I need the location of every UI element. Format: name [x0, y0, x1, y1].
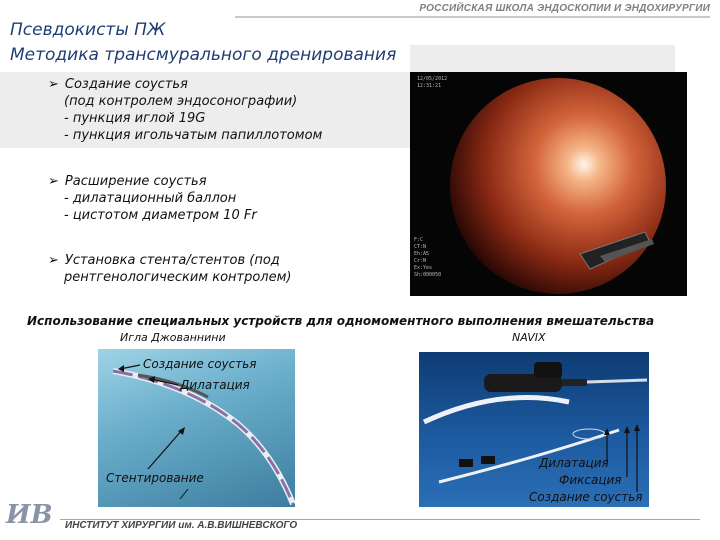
- label-stenting: Стентирование: [106, 471, 204, 485]
- navix-photo: [419, 352, 649, 507]
- endoscopy-image: [410, 72, 687, 296]
- arrow-head-icon: [624, 426, 630, 433]
- page-title: [10, 18, 470, 68]
- arrow-bullet-icon: ➢: [48, 253, 59, 268]
- label-fixation: Фиксация: [559, 473, 622, 487]
- endoscopy-meta-line: F:C: [414, 237, 424, 243]
- arrow-bullet-icon: ➢: [48, 77, 59, 92]
- label-dilation: Дилатация: [539, 456, 609, 470]
- bullet-label: Расширение соустья: [64, 174, 207, 189]
- arrow-bullet-icon: ➢: [48, 174, 59, 189]
- giovannini-needle-photo: [98, 349, 295, 507]
- arrow-head-icon: [634, 424, 640, 431]
- endoscopy-metadata-bottom: [414, 237, 441, 279]
- bullet-sub: - пункция игольчатым папиллотомом: [64, 128, 323, 143]
- label-arrows: [98, 349, 295, 507]
- label-create-anastomosis: Создание соустья: [529, 490, 643, 504]
- label-dilation: Дилатация: [180, 378, 250, 392]
- bullet-label: Создание соустья: [64, 77, 188, 92]
- title-line-1: Псевдокисты ПЖ: [10, 20, 166, 40]
- navix-label: NAVIX: [512, 331, 546, 344]
- arrow-head-icon: [604, 428, 610, 435]
- title-line-2: Методика трансмурального дренирования: [10, 45, 397, 65]
- label-arrows: [419, 352, 649, 507]
- devices-caption: Использование специальных устройств для одномоментного выполнения вмешательства: [27, 314, 655, 328]
- institute-logo: ИВ: [6, 500, 53, 530]
- endoscopy-time: 12:31:21: [417, 83, 442, 89]
- organization-header: РОССИЙСКАЯ ШКОЛА ЭНДОСКОПИИ И ЭНДОХИРУРГИИ: [419, 3, 710, 14]
- bullet-sub: рентгенологическим контролем): [64, 270, 292, 285]
- endoscopy-meta-line: Sh:000050: [414, 272, 442, 278]
- arrow-head-icon: [118, 365, 124, 372]
- arrow-head-icon: [148, 376, 155, 383]
- bullet-label: Установка стента/стентов (под: [64, 253, 280, 268]
- endoscopy-meta-line: Ex:Yes: [414, 265, 433, 271]
- bullet-sub: (под контролем эндосонографии): [64, 94, 298, 109]
- bullet-expand-anastomosis: [48, 173, 257, 224]
- bullet-sub: - дилатационный баллон: [64, 191, 237, 206]
- bullet-sub: - цистотом диаметром 10 Fr: [64, 208, 257, 223]
- endoscopy-meta-line: CT:N: [414, 244, 427, 250]
- endoscopy-view: [430, 74, 675, 296]
- giovannini-needle-label: Игла Джованнини: [120, 331, 226, 344]
- bullet-stent-installation: [48, 252, 291, 286]
- endoscopy-meta-line: Eh:A5: [414, 251, 430, 257]
- label-create-anastomosis: Создание соустья: [143, 357, 257, 371]
- bullet-sub: - пункция иглой 19G: [64, 111, 206, 126]
- endoscopy-date: 12/05/2012: [417, 76, 448, 82]
- institute-footer: ИНСТИТУТ ХИРУРГИИ им. А.В.ВИШНЕВСКОГО: [65, 520, 298, 531]
- endoscopy-meta-line: Cr:N: [414, 258, 427, 264]
- bullet-create-anastomosis: [48, 76, 322, 144]
